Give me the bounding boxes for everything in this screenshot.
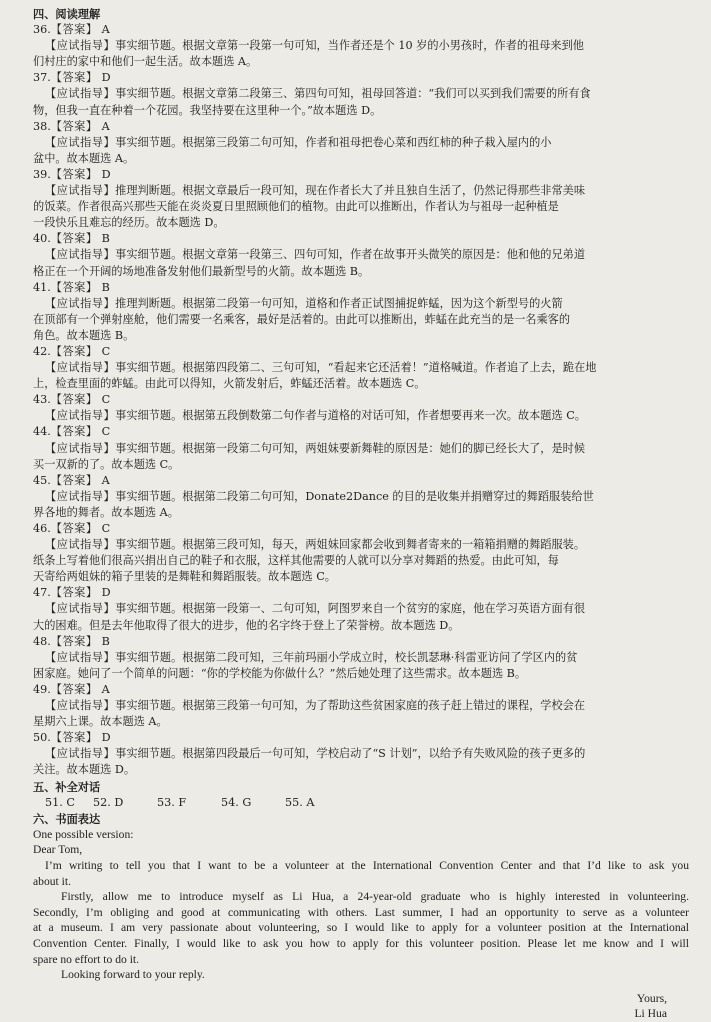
answer-55: 55. A (285, 795, 315, 809)
answer-tag: 【答案】 (50, 473, 98, 487)
section-title-dialogue: 五、补全对话 (33, 779, 101, 794)
answer-item (33, 22, 689, 70)
answer-line (33, 70, 689, 86)
guide-tag: 【应试指导】 (45, 602, 116, 616)
answer-tag: 【答案】 (50, 682, 98, 696)
essay-line: about it. (33, 874, 71, 888)
answer-item (33, 473, 689, 521)
answer-line (33, 344, 689, 360)
guide-text: 角色。故本题选 B。 (33, 328, 135, 342)
answer-item (33, 585, 689, 633)
answer-line (33, 730, 689, 746)
answer-item (33, 634, 689, 682)
essay-paragraph-1 (33, 858, 689, 889)
guide-line (33, 38, 689, 54)
answer-line (33, 392, 689, 408)
answer-tag: 【答案】 (50, 522, 98, 535)
guide-tag: 【应试指导】 (45, 135, 116, 149)
answer-line (33, 682, 689, 698)
guide-text: 事实细节题。根据第二段第二句可知，Donate2Dance 的目的是收集并捐赠穿过的舞蹈服装给世 (115, 489, 594, 503)
essay-line: at a museum. I am very passionate about volunteering, so I would like to apply for a volunteer position at the International (33, 921, 689, 935)
guide-line (33, 135, 689, 151)
guide-line (33, 650, 689, 666)
question-number: 50. (33, 731, 51, 745)
answer-line (33, 521, 689, 537)
guide-text: 事实细节题。根据文章第二段第三、第四句可知，祖母回答道：“我们可以买到我们需要的所有食 (115, 87, 591, 101)
question-number: 41. (33, 280, 51, 294)
version-label: One possible version: (33, 827, 134, 841)
essay-paragraph-2 (33, 889, 689, 967)
guide-text: 事实细节题。根据第五段倒数第二句作者与道格的对话可知，作者想要再来一次。故本题选 C。 (115, 409, 586, 423)
answer-tag: 【答案】 (50, 167, 98, 181)
answer-value: A (101, 473, 110, 487)
guide-text: 事实细节题。根据第三段第二句可知，作者和祖母把卷心菜和西红柿的种子栽入屋内的小 (115, 135, 552, 149)
section-title-reading: 四、阅读理解 (33, 7, 101, 21)
answer-value: D (101, 71, 111, 85)
guide-line (33, 360, 689, 376)
guide-line (33, 103, 689, 119)
guide-text: 们村庄的家中和他们一起生活。故本题选 A。 (33, 55, 258, 69)
guide-line (33, 537, 689, 553)
guide-text: 物，但我一直在种着一个花园。我坚持要在这里种一个。”故本题选 D。 (33, 103, 382, 117)
question-number: 45. (33, 473, 51, 487)
guide-line (33, 601, 689, 617)
guide-text: 推理判断题。根据第二段第一句可知，道格和作者正试图捕捉蚱蜢，因为这个新型号的火箭 (115, 296, 563, 310)
question-number: 39. (33, 167, 51, 181)
guide-text: 事实细节题。根据文章第一段第一句可知，当作者还是个 10 岁的小男孩时，作者的祖母来到他 (115, 39, 584, 53)
answer-value: D (101, 167, 111, 181)
guide-line (33, 746, 689, 762)
guide-text: 事实细节题。根据第三段可知，每天，两姐妹回家都会收到舞者寄来的一箱箱捐赠的舞蹈服装。 (115, 538, 586, 552)
guide-tag: 【应试指导】 (45, 39, 116, 53)
guide-text: 的饭菜。作者很高兴那些天能在炎炎夏日里照顾他们的植物。由此可以推断出，作者认为与祖母一起种植是 (33, 200, 559, 214)
answer-item (33, 119, 689, 167)
answer-line (33, 119, 689, 135)
guide-tag: 【应试指导】 (45, 650, 116, 664)
guide-line (33, 618, 689, 634)
essay-line: spare no effort to do it. (33, 952, 140, 966)
guide-text: 事实细节题。根据第四段第二、三句可知，“看起来它还活着！”道格喊道。作者追了上去，跪在地 (115, 361, 597, 375)
guide-line (33, 264, 689, 280)
guide-line (33, 215, 689, 231)
guide-line (33, 762, 689, 778)
question-number: 42. (33, 344, 51, 358)
guide-text: 大的困难。但是去年他取得了很大的进步，他的名字终于登上了荣誉榜。故本题选 D。 (33, 618, 460, 632)
guide-tag: 【应试指导】 (45, 747, 116, 761)
answer-51: 51. C (45, 795, 75, 809)
answer-value: D (101, 586, 111, 600)
guide-line (33, 505, 689, 521)
answer-item (33, 167, 689, 231)
answer-tag: 【答案】 (50, 393, 98, 407)
guide-line (33, 247, 689, 263)
guide-line (33, 666, 689, 682)
reading-items (33, 22, 689, 778)
answer-tag: 【答案】 (50, 344, 98, 358)
guide-text: 困家庭。她问了一个简单的问题：“你的学校能为你做什么？”然后她处理了这些需求。故本题选 B。 (33, 666, 527, 680)
answer-line (33, 167, 689, 183)
guide-tag: 【应试指导】 (45, 441, 116, 455)
answer-tag: 【答案】 (50, 119, 98, 133)
salutation: Dear Tom, (33, 843, 83, 857)
guide-line (33, 183, 689, 199)
guide-line (33, 296, 689, 312)
essay-line: Convention Center. Finally, I would like to ask you how to apply for this volunteer position. Please let me know and I will (33, 936, 689, 950)
answer-tag: 【答案】 (50, 232, 98, 246)
question-number: 46. (33, 522, 51, 535)
guide-text: 上，检查里面的蚱蜢。由此可以得知，火箭发射后，蚱蜢还活着。故本题选 C。 (33, 377, 426, 391)
answer-tag: 【答案】 (50, 586, 98, 600)
guide-line (33, 199, 689, 215)
guide-tag: 【应试指导】 (45, 538, 116, 552)
guide-text: 盆中。故本题选 A。 (33, 151, 135, 165)
answer-item (33, 231, 689, 279)
answer-item (33, 682, 689, 730)
answer-value: A (101, 119, 110, 133)
question-number: 38. (33, 119, 51, 133)
guide-tag: 【应试指导】 (45, 184, 116, 198)
answer-value: C (101, 344, 111, 358)
answer-tag: 【答案】 (50, 23, 98, 37)
answer-value: C (101, 522, 111, 535)
guide-text: 在顶部有一个弹射座舱，他们需要一名乘客，最好是活着的。由此可以推断出，蚱蜢在此充当的是一名乘客的 (33, 312, 571, 326)
answer-item (33, 392, 689, 424)
question-number: 36. (33, 23, 51, 37)
question-number: 47. (33, 586, 51, 600)
answer-54: 54. G (221, 795, 252, 809)
answer-tag: 【答案】 (50, 425, 98, 439)
guide-text: 格正在一个开阔的场地准备发射他们最新型号的火箭。故本题选 B。 (33, 264, 370, 278)
answer-value: C (101, 393, 111, 407)
answer-item (33, 424, 689, 472)
answer-tag: 【答案】 (50, 280, 98, 294)
guide-tag: 【应试指导】 (45, 87, 116, 101)
guide-tag: 【应试指导】 (45, 248, 116, 262)
answer-line (33, 424, 689, 440)
guide-tag: 【应试指导】 (45, 409, 116, 423)
guide-text: 关注。故本题选 D。 (33, 763, 136, 777)
guide-line (33, 54, 689, 70)
question-number: 48. (33, 634, 51, 648)
guide-text: 推理判断题。根据文章最后一段可知，现在作者长大了并且独自生活了，仍然记得那些非常美味 (115, 184, 586, 198)
guide-text: 买一双新的了。故本题选 C。 (33, 457, 180, 471)
answer-item (33, 730, 689, 778)
signoff: Yours, (636, 991, 667, 1005)
question-number: 37. (33, 71, 51, 85)
answer-item (33, 521, 689, 585)
closing-line: Looking forward to your reply. (61, 968, 205, 982)
guide-line (33, 489, 689, 505)
guide-line (33, 441, 689, 457)
answer-line (33, 473, 689, 489)
guide-line (33, 698, 689, 714)
answer-item (33, 70, 689, 118)
answer-item (33, 344, 689, 392)
guide-line (33, 151, 689, 167)
answer-52: 52. D (93, 795, 124, 809)
answer-tag: 【答案】 (50, 71, 98, 85)
answer-line (33, 22, 689, 38)
dialogue-answers (33, 795, 689, 811)
answer-line (33, 231, 689, 247)
guide-text: 纸条上写着他们很高兴捐出自己的鞋子和衣服，这样其他需要的人就可以分享对舞蹈的热爱。由此可知，每 (33, 554, 559, 568)
guide-line (33, 457, 689, 473)
guide-text: 事实细节题。根据第三段第一句可知，为了帮助这些贫困家庭的孩子赶上错过的课程，学校会在 (115, 699, 586, 713)
guide-tag: 【应试指导】 (45, 489, 116, 503)
guide-line (33, 569, 689, 585)
guide-tag: 【应试指导】 (45, 361, 116, 375)
guide-tag: 【应试指导】 (45, 296, 116, 310)
answer-53: 53. F (157, 795, 187, 809)
answer-line (33, 280, 689, 296)
answer-value: A (101, 23, 110, 37)
answer-value: B (101, 232, 110, 246)
essay-line: Firstly, allow me to introduce myself as Li Hua, a 24-year-old graduate who is highly interested in volunteering. (61, 890, 689, 904)
answer-value: B (101, 280, 110, 294)
answer-value: C (101, 425, 111, 439)
answer-line (33, 634, 689, 650)
guide-line (33, 86, 689, 102)
section-title-writing: 六、书面表达 (33, 811, 101, 826)
guide-text: 事实细节题。根据第四段最后一句可知，学校启动了“S 计划”，以给予有失败风险的孩子更多的 (115, 747, 586, 761)
guide-tag: 【应试指导】 (45, 699, 116, 713)
answer-value: B (101, 634, 110, 648)
question-number: 44. (33, 425, 51, 439)
answer-value: A (101, 682, 110, 696)
guide-line (33, 553, 689, 569)
guide-text: 事实细节题。根据第一段第二句可知，两姐妹要新舞鞋的原因是：她们的脚已经长大了，是时候 (115, 441, 586, 455)
guide-text: 事实细节题。根据第二段可知，三年前玛丽小学成立时，校长凯瑟琳·科雷亚访问了学区内的贫 (115, 650, 578, 664)
signature-name: Li Hua (634, 1007, 667, 1021)
guide-text: 天寄给两姐妹的箱子里装的是舞鞋和舞蹈服装。故本题选 C。 (33, 570, 336, 584)
guide-text: 事实细节题。根据文章第一段第三、四句可知，作者在故事开头微笑的原因是：他和他的兄弟道 (115, 248, 586, 262)
guide-line (33, 312, 689, 328)
answer-tag: 【答案】 (50, 731, 98, 745)
question-number: 40. (33, 232, 51, 246)
answer-tag: 【答案】 (50, 634, 98, 648)
essay-line: Secondly, I’m obliging and good at communicating with others. Last summer, I had an opportunity to serve as a volunteer (33, 905, 689, 919)
essay-line: I’m writing to tell you that I want to be a volunteer at the International Convention Center and that I’d like to ask you (45, 858, 689, 872)
question-number: 43. (33, 393, 51, 407)
guide-text: 界各地的舞者。故本题选 A。 (33, 505, 179, 519)
question-number: 49. (33, 682, 51, 696)
guide-text: 事实细节题。根据第一段第一、二句可知，阿图罗来自一个贫穷的家庭，他在学习英语方面有很 (115, 602, 586, 616)
answer-item (33, 280, 689, 344)
guide-line (33, 376, 689, 392)
answer-value: D (101, 731, 111, 745)
guide-line (33, 328, 689, 344)
guide-text: 一段快乐且难忘的经历。故本题选 D。 (33, 216, 225, 230)
guide-text: 星期六上课。故本题选 A。 (33, 715, 168, 729)
guide-line (33, 714, 689, 730)
guide-line (33, 408, 689, 424)
answer-line (33, 585, 689, 601)
spacer (33, 983, 689, 991)
